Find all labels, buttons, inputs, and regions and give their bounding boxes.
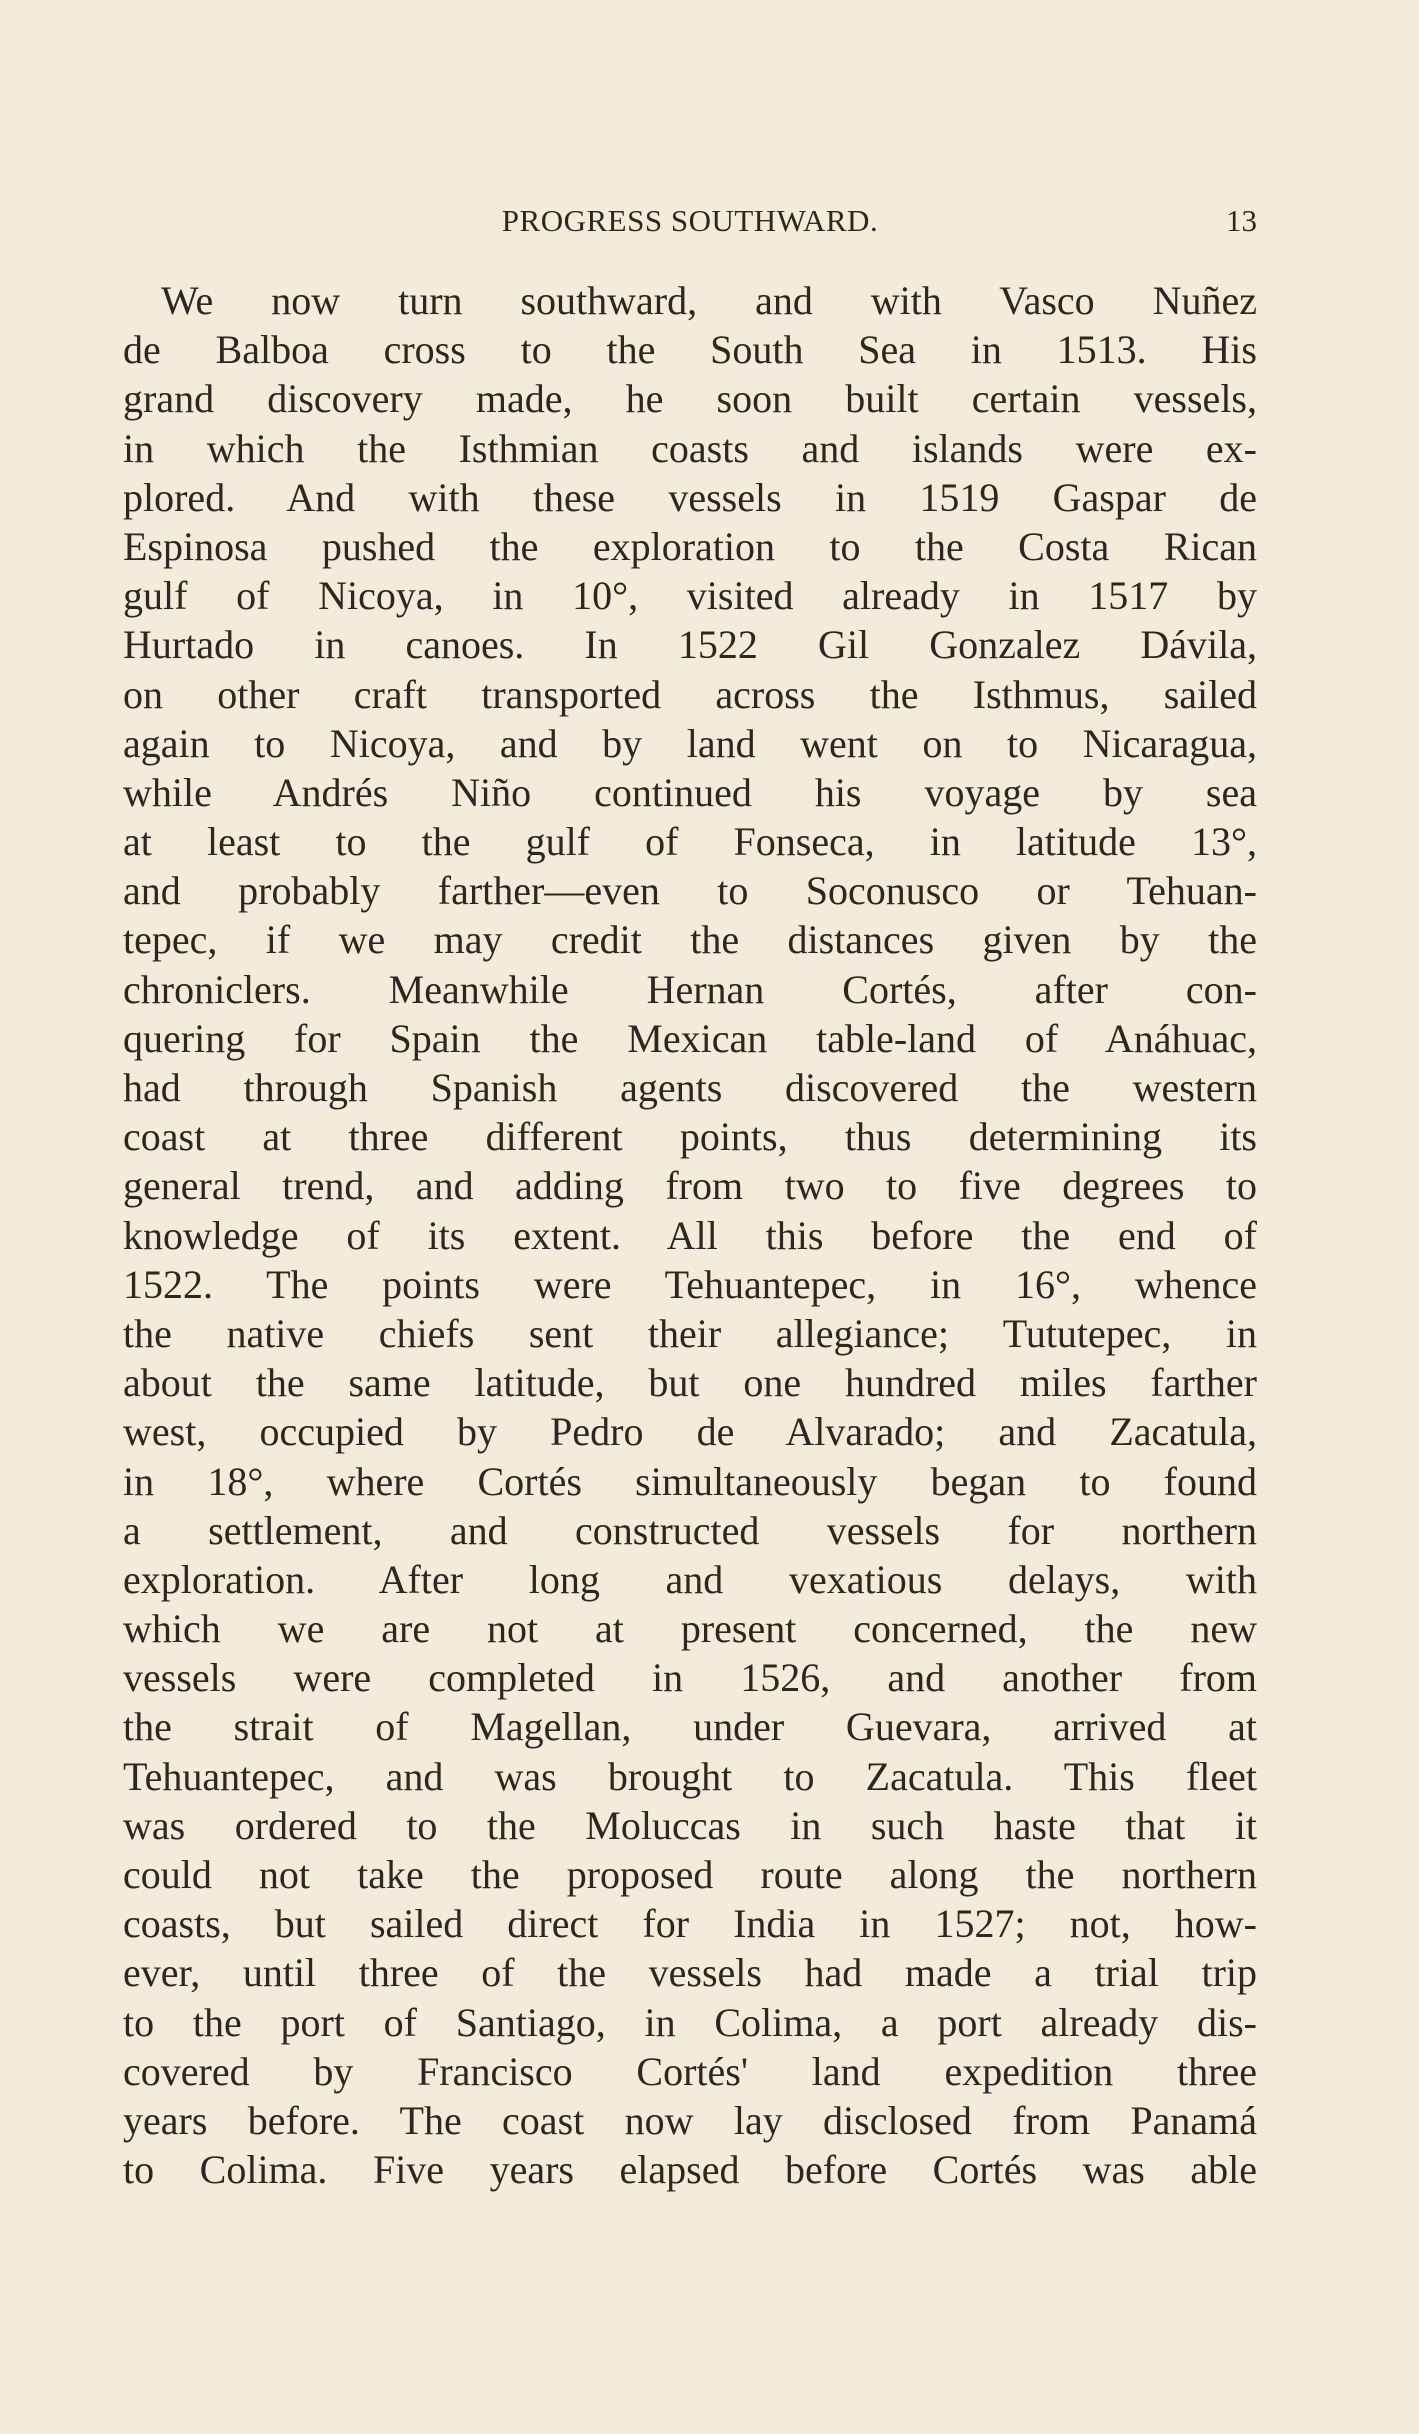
- text-line: to the port of Santiago, in Colima, a port already dis-: [123, 1999, 1257, 2045]
- text-line: had through Spanish agents discovered the western: [123, 1065, 1257, 1110]
- running-head: PROGRESS SOUTHWARD.: [501, 203, 879, 238]
- text-line: in which the Isthmian coasts and islands were ex-: [123, 425, 1257, 471]
- text-line: general trend, and adding from two to five degrees to: [123, 1163, 1257, 1209]
- text-line: quering for Spain the Mexican table-land of Anáhuac,: [123, 1015, 1257, 1061]
- text-line: a settlement, and constructed vessels for northern: [123, 1507, 1257, 1553]
- text-line: gulf of Nicoya, in 10°, visited already in 1517 by: [123, 573, 1257, 619]
- text-line: Tehuantepec, and was brought to Zacatula. This fleet: [123, 1753, 1257, 1799]
- text-line: knowledge of its extent. All this before the end of: [123, 1212, 1257, 1258]
- text-line: de Balboa cross to the South Sea in 1513. His: [123, 327, 1257, 373]
- text-line: west, occupied by Pedro de Alvarado; and Zacatula,: [123, 1409, 1257, 1455]
- text-line: coast at three different points, thus determining its: [123, 1114, 1257, 1160]
- text-line: was ordered to the Moluccas in such haste that it: [123, 1802, 1257, 1848]
- text-line: the strait of Magellan, under Guevara, arrived at: [123, 1704, 1257, 1750]
- body-paragraph: [123, 276, 1257, 2194]
- text-line: plored. And with these vessels in 1519 Gaspar de: [123, 474, 1257, 520]
- text-line: at least to the gulf of Fonseca, in latitude 13°,: [123, 819, 1257, 865]
- text-line: which we are not at present concerned, the new: [123, 1606, 1257, 1652]
- text-line: Espinosa pushed the exploration to the Costa Rican: [123, 523, 1257, 569]
- text-line: exploration. After long and vexatious delays, with: [123, 1556, 1257, 1602]
- text-line: Hurtado in canoes. In 1522 Gil Gonzalez Dávila,: [123, 622, 1257, 668]
- text-line: and probably farther—even to Soconusco or Tehuan-: [123, 868, 1257, 914]
- text-line: about the same latitude, but one hundred miles farther: [123, 1360, 1257, 1406]
- text-line: on other craft transported across the Isthmus, sailed: [123, 671, 1257, 717]
- text-line: while Andrés Niño continued his voyage by sea: [123, 769, 1257, 815]
- text-line: covered by Francisco Cortés' land expedition three: [123, 2048, 1257, 2094]
- text-line: ever, until three of the vessels had made a trial trip: [123, 1950, 1257, 1996]
- text-line: We now turn southward, and with Vasco Nuñez: [161, 278, 1257, 323]
- page-header: [123, 203, 1257, 239]
- page-number: 13: [1226, 203, 1257, 238]
- text-line: vessels were completed in 1526, and another from: [123, 1655, 1257, 1701]
- text-line: grand discovery made, he soon built certain vessels,: [123, 376, 1257, 422]
- text-line: coasts, but sailed direct for India in 1527; not, how-: [123, 1901, 1257, 1947]
- text-line: the native chiefs sent their allegiance; Tututepec, in: [123, 1310, 1257, 1356]
- text-line: tepec, if we may credit the distances given by the: [123, 917, 1257, 963]
- text-line: again to Nicoya, and by land went on to Nicaragua,: [123, 720, 1257, 766]
- text-line: 1522. The points were Tehuantepec, in 16°, whence: [123, 1261, 1257, 1307]
- text-line: could not take the proposed route along the northern: [123, 1852, 1257, 1897]
- text-line: years before. The coast now lay disclosed from Panamá: [123, 2097, 1257, 2143]
- text-line: in 18°, where Cortés simultaneously began to found: [123, 1458, 1257, 1504]
- text-line: chroniclers. Meanwhile Hernan Cortés, after con-: [123, 966, 1257, 1012]
- text-line: to Colima. Five years elapsed before Cortés was able: [123, 2147, 1257, 2193]
